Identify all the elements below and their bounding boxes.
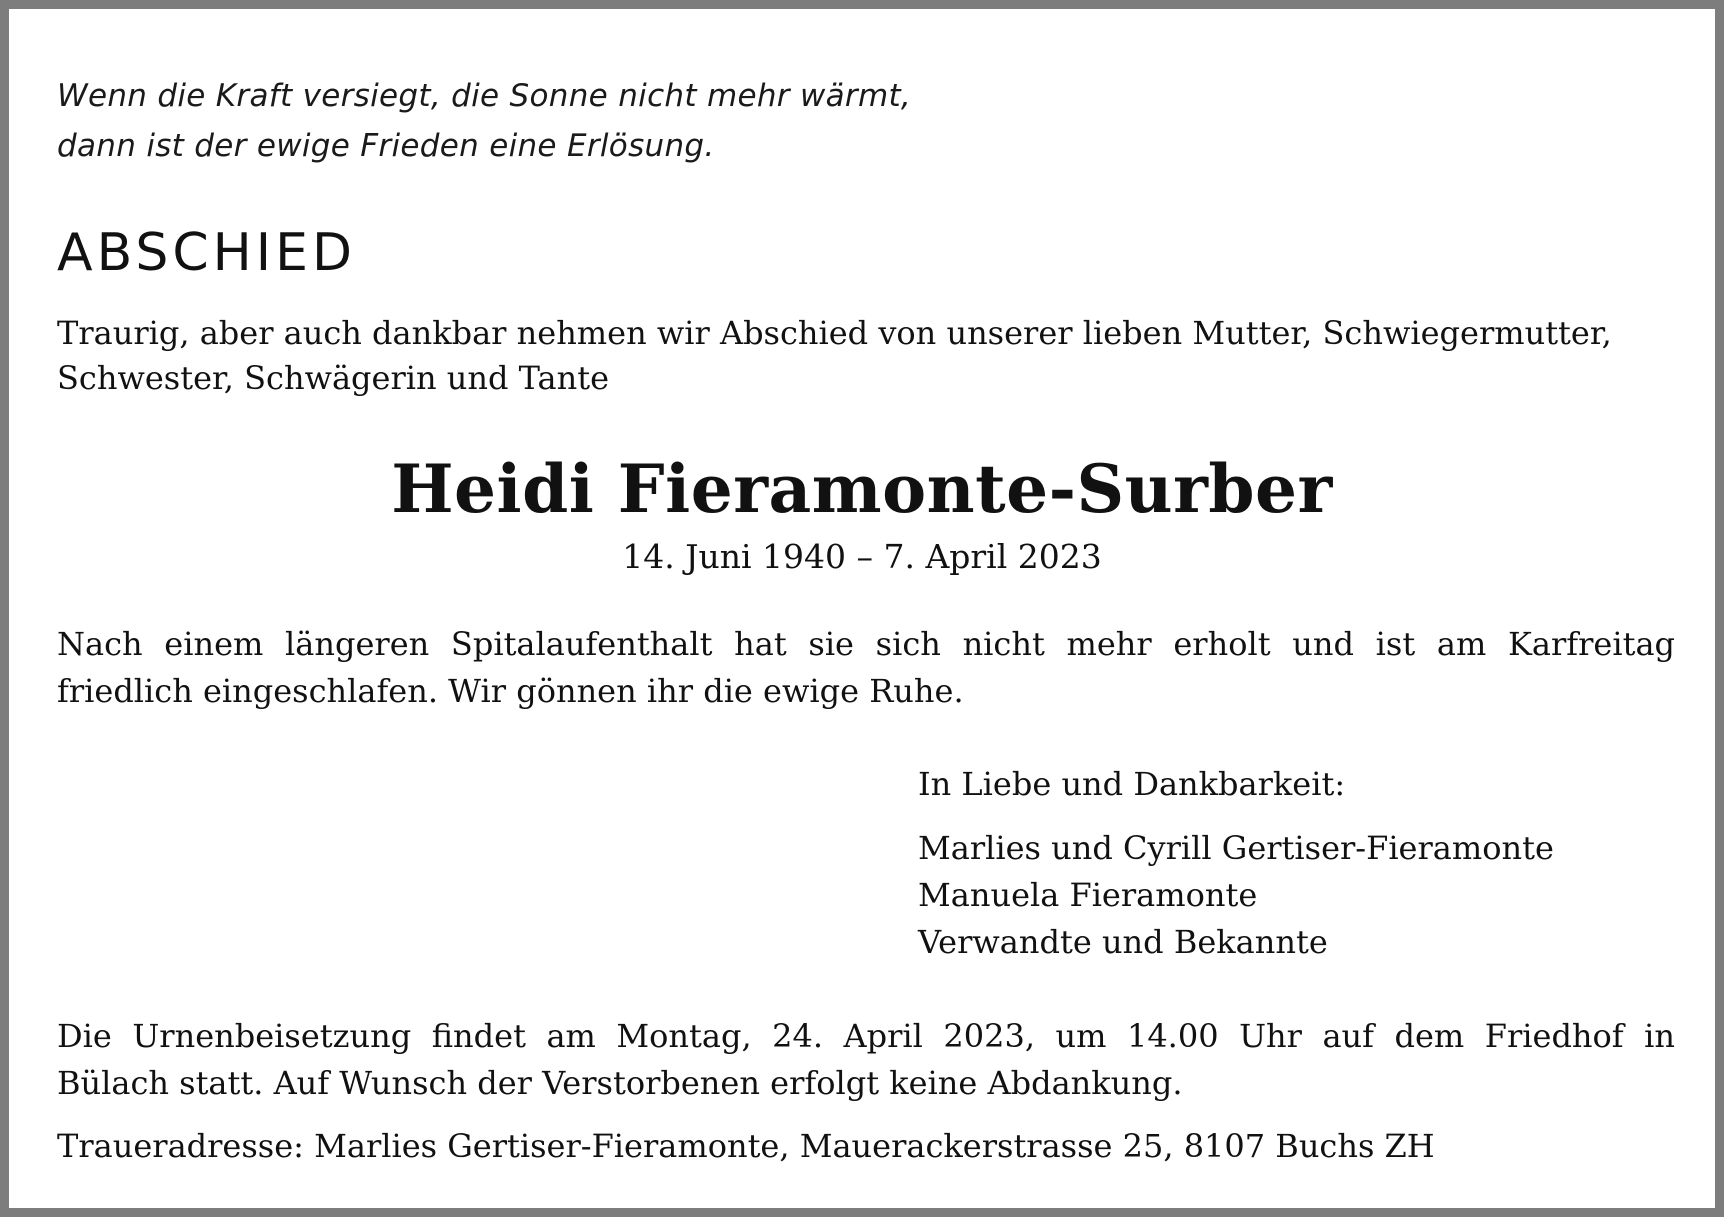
- burial-line-1: Die Urnenbeisetzung findet am Montag, 24. April 2023, um 14.00 Uhr auf dem Friedhof in: [57, 1017, 1675, 1055]
- mourner-item: Verwandte und Bekannte: [918, 923, 1328, 961]
- message-text: [57, 621, 1675, 715]
- burial-line-2: Bülach statt. Auf Wunsch der Verstorbenen erfolgt keine Abdankung.: [57, 1064, 1183, 1102]
- message-line-2: friedlich eingeschlafen. Wir gönnen ihr die ewige Ruhe.: [57, 672, 964, 710]
- intro-text: [57, 311, 1687, 401]
- motto-line-2: dann ist der ewige Frieden eine Erlösung.: [57, 128, 715, 164]
- life-dates: 14. Juni 1940 – 7. April 2023: [622, 537, 1102, 576]
- signoff: In Liebe und Dankbarkeit:: [918, 765, 1346, 803]
- intro-line-1: Traurig, aber auch dankbar nehmen wir Abschied von unserer lieben Mutter, Schwiegermutter,: [57, 314, 1612, 352]
- notice-heading: ABSCHIED: [57, 223, 356, 283]
- mourning-address: Traueradresse: Marlies Gertiser-Fieramonte, Mauerackerstrasse 25, 8107 Buchs ZH: [57, 1127, 1435, 1165]
- intro-line-2: Schwester, Schwägerin und Tante: [57, 359, 609, 397]
- deceased-name: Heidi Fieramonte-Surber: [391, 450, 1333, 528]
- motto-quote: [57, 71, 911, 171]
- motto-line-1: Wenn die Kraft versiegt, die Sonne nicht mehr wärmt,: [57, 78, 912, 114]
- mourner-item: Marlies und Cyrill Gertiser-Fieramonte: [918, 829, 1554, 867]
- message-line-1: Nach einem längeren Spitalaufenthalt hat sie sich nicht mehr erholt und ist am Karfreitag: [57, 625, 1675, 663]
- mourner-item: Manuela Fieramonte: [918, 876, 1258, 914]
- burial-info: [57, 1013, 1675, 1107]
- mourners-list: [918, 825, 1554, 966]
